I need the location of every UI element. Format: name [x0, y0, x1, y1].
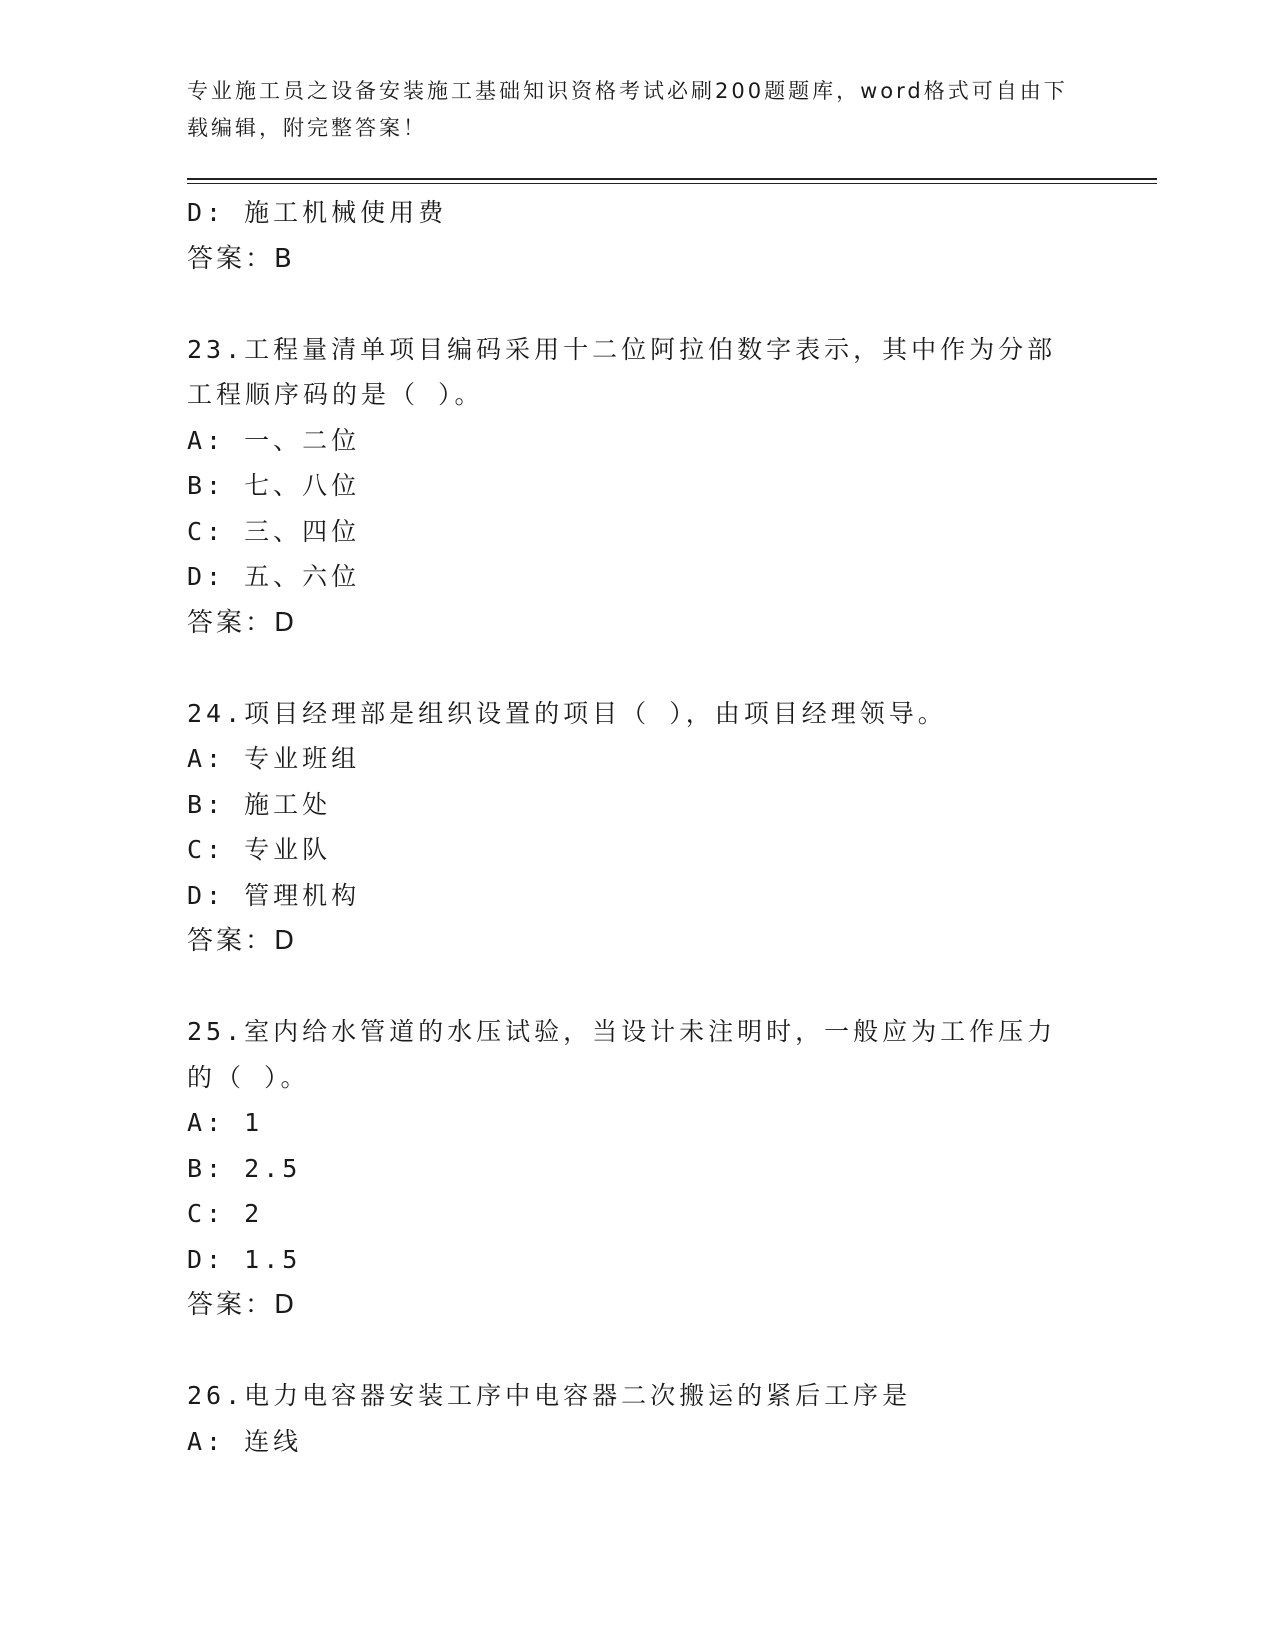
- header-divider-thin: [187, 183, 1157, 184]
- answer-line: 答案：D: [187, 1290, 298, 1320]
- question-text: 26.电力电容器安装工序中电容器二次搬运的紧后工序是: [187, 1381, 912, 1410]
- option-c: C: 三、四位: [187, 516, 361, 546]
- question-text: 24.项目经理部是组织设置的项目（ ），由项目经理领导。: [187, 698, 947, 728]
- answer-line: 答案：D: [187, 926, 298, 956]
- question-text: 25.室内给水管道的水压试验，当设计未注明时，一般应为工作压力的（ ）。: [187, 1017, 1057, 1092]
- option-a: A: 一、二位: [187, 425, 361, 455]
- question-text: 23.工程量清单项目编码采用十二位阿拉伯数字表示，其中作为分部工程顺序码的是（ ）。: [187, 334, 1057, 409]
- option-b: B: 2.5: [187, 1153, 302, 1183]
- question-list: [187, 190, 1087, 1464]
- option-d: D: 管理机构: [187, 880, 361, 910]
- option-b: B: 七、八位: [187, 471, 361, 500]
- option-a: A: 专业班组: [187, 744, 361, 773]
- option-a: A: 1: [187, 1108, 264, 1137]
- option-d: D: 五、六位: [187, 562, 361, 591]
- document-title: 专业施工员之设备安装施工基础知识资格考试必刷200题题库，word格式可自由下载编辑，附完整答案！: [187, 79, 1068, 140]
- option-d: D: 施工机械使用费: [187, 198, 448, 227]
- option-b: B: 施工处: [187, 789, 332, 819]
- option-c: C: 2: [187, 1199, 264, 1228]
- option-c: C: 专业队: [187, 835, 332, 864]
- answer-line: 答案：B: [187, 243, 295, 274]
- option-a: A: 连线: [187, 1426, 303, 1456]
- option-d: D: 1.5: [187, 1244, 302, 1274]
- answer-line: 答案：D: [187, 607, 298, 638]
- header-divider: [187, 178, 1157, 180]
